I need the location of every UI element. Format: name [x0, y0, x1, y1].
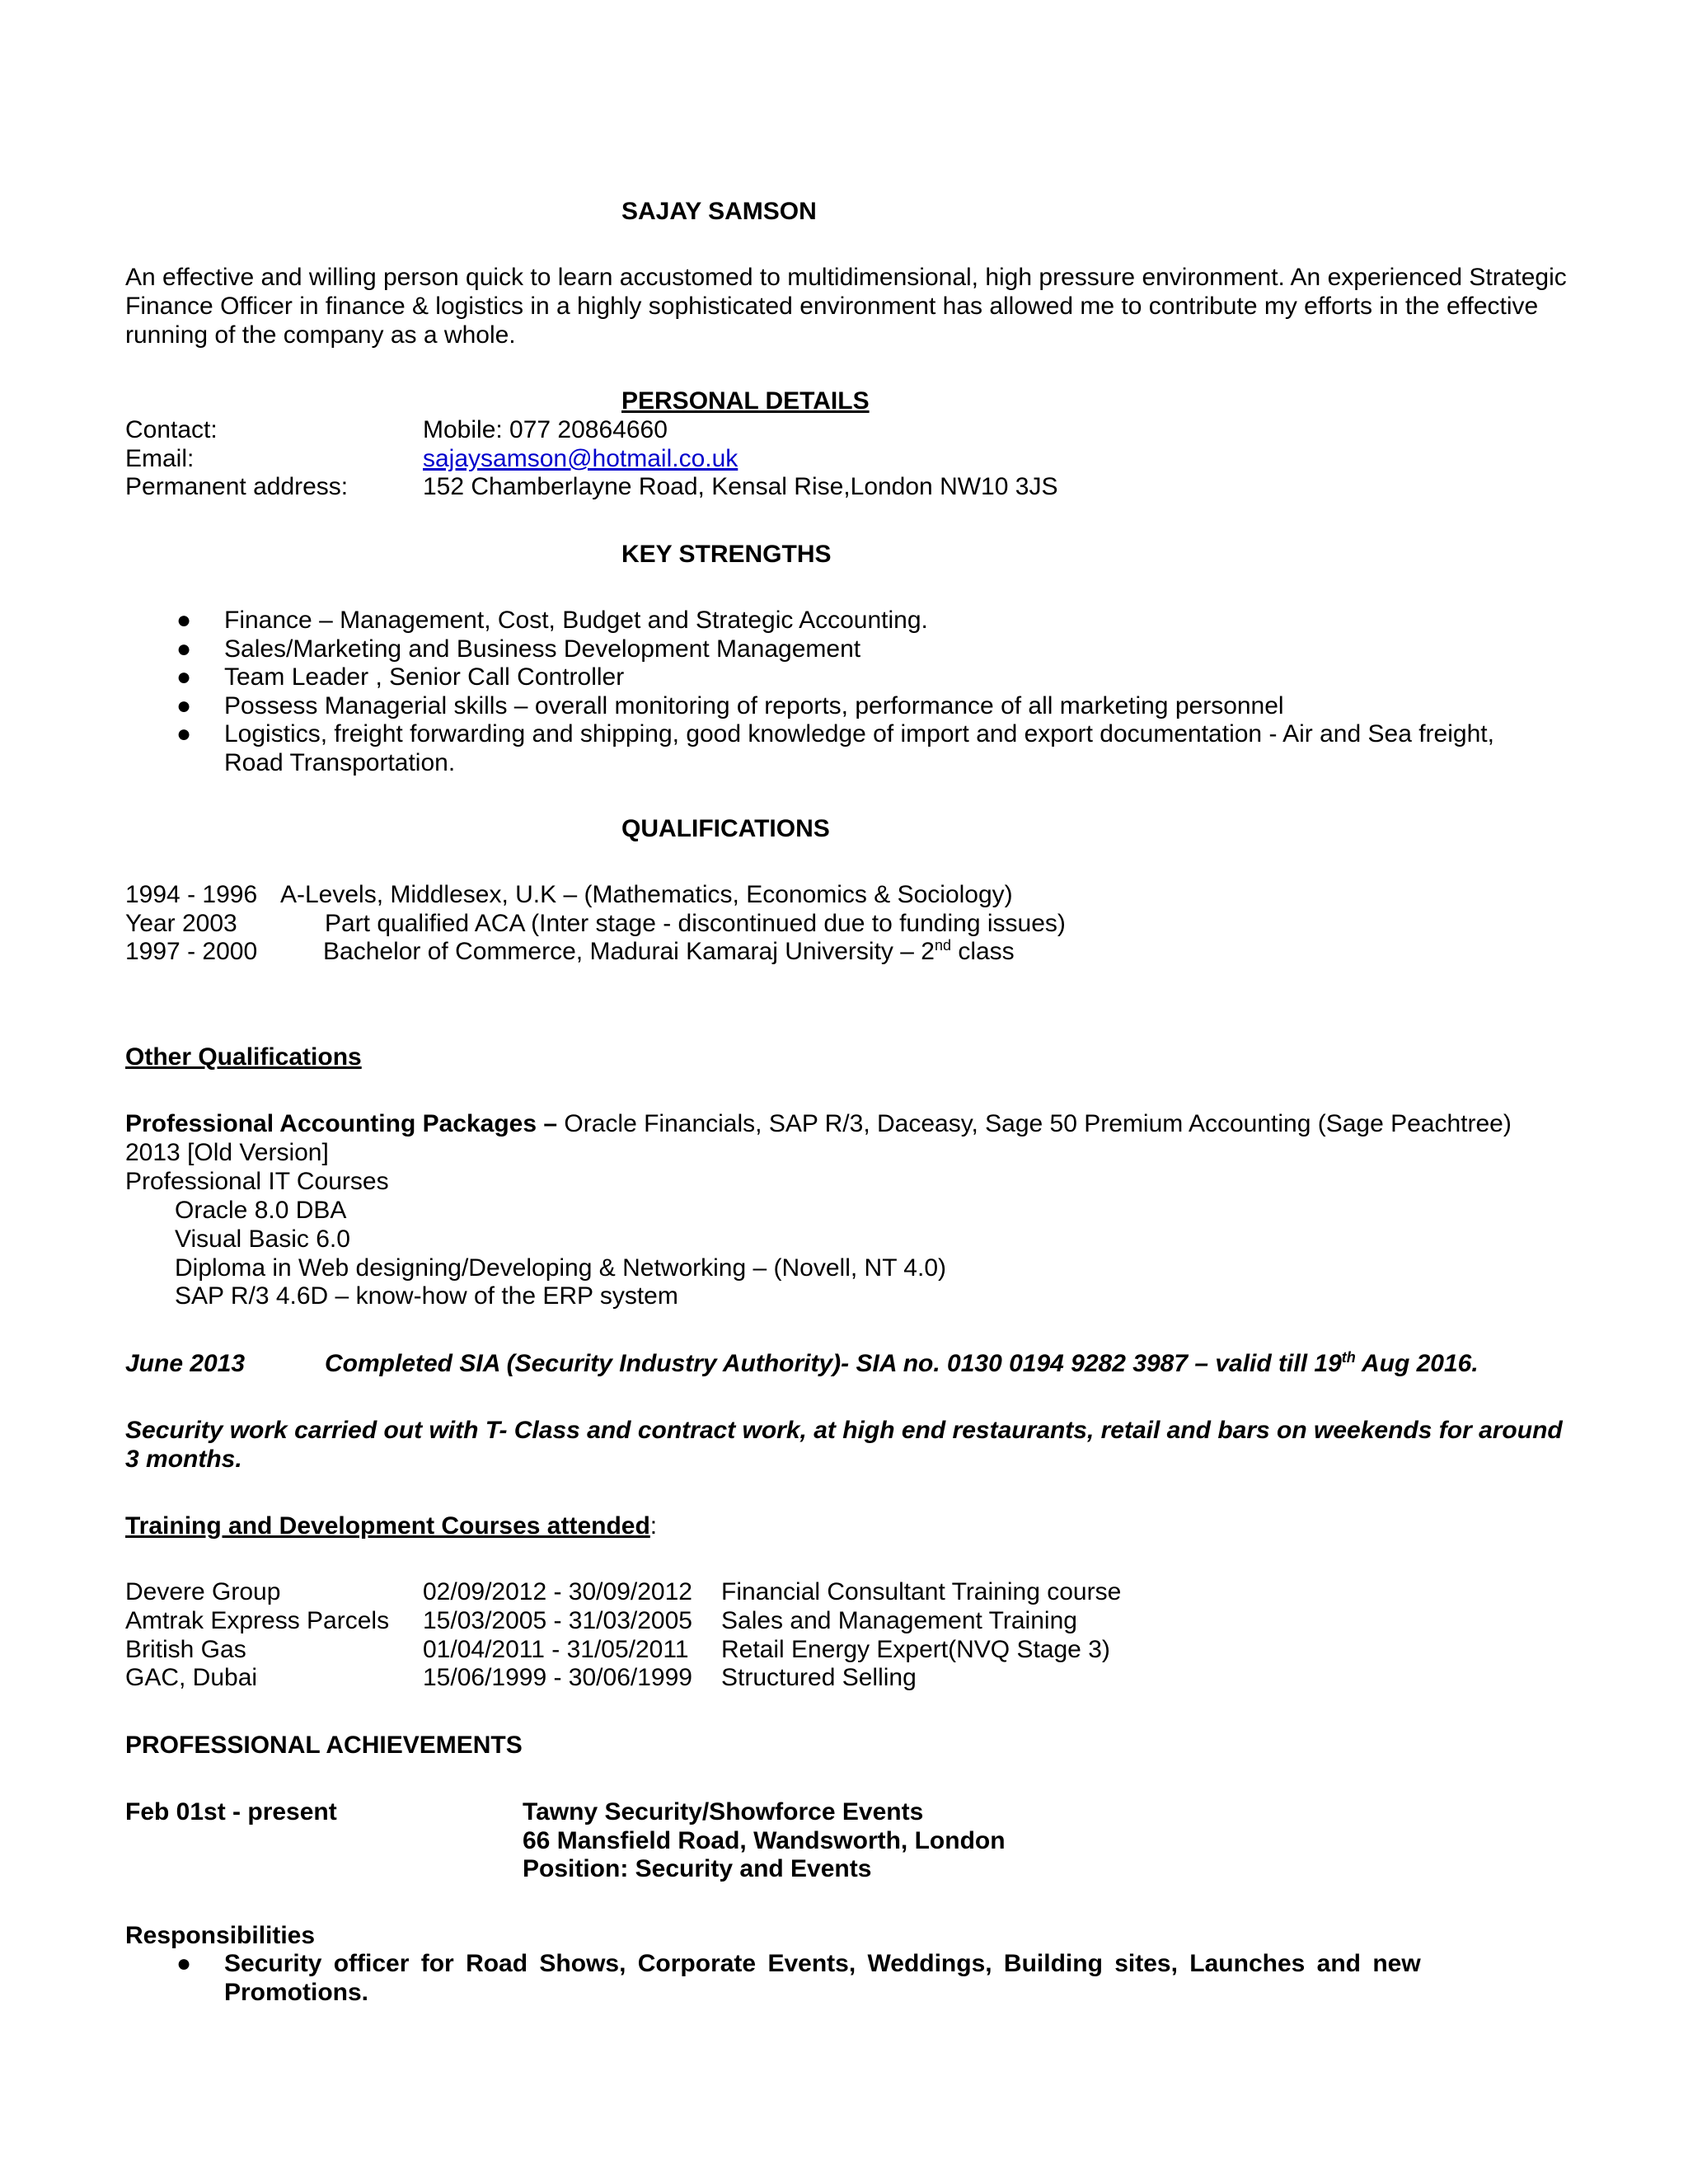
training-org: GAC, Dubai [125, 1664, 258, 1691]
training-dates: 01/04/2011 - 31/05/2011 [423, 1636, 689, 1663]
bullet-icon: ● [176, 692, 192, 719]
training-course: Sales and Management Training [721, 1607, 1077, 1634]
achievements-heading: PROFESSIONAL ACHIEVEMENTS [125, 1732, 523, 1759]
bullet-icon: ● [176, 720, 192, 748]
it-courses-heading: Professional IT Courses [125, 1168, 389, 1195]
training-dates: 15/06/1999 - 30/06/1999 [423, 1664, 692, 1691]
training-org: Devere Group [125, 1578, 281, 1605]
training-heading-line: Training and Development Courses attended: [125, 1512, 658, 1540]
qualifications-heading: QUALIFICATIONS [621, 815, 830, 842]
email-link[interactable]: sajaysamson@hotmail.co.uk [423, 445, 738, 472]
address-value: 152 Chamberlayne Road, Kensal Rise,London NW10 3JS [423, 473, 1058, 500]
list-item: Oracle 8.0 DBA [175, 1197, 347, 1224]
address-label: Permanent address: [125, 473, 349, 500]
list-item: Visual Basic 6.0 [175, 1226, 350, 1253]
contact-value: Mobile: 077 20864660 [423, 416, 668, 443]
sia-text: Completed SIA (Security Industry Authority)- SIA no. 0130 0194 9282 3987 – valid till 19th Aug 2016. [325, 1349, 1479, 1377]
bullet-icon: ● [176, 607, 192, 634]
list-item: SAP R/3 4.6D – know-how of the ERP system [175, 1282, 678, 1310]
training-dates: 02/09/2012 - 30/09/2012 [423, 1578, 692, 1605]
sia-date: June 2013 [125, 1350, 246, 1377]
job-address: 66 Mansfield Road, Wandsworth, London [523, 1827, 1006, 1854]
qualification-text: Part qualified ACA (Inter stage - discontinued due to funding issues) [325, 910, 1066, 937]
accounting-packages-line: Professional Accounting Packages – Oracle Financials, SAP R/3, Daceasy, Sage 50 Premium Accounting (Sage Peachtree) [125, 1110, 1512, 1137]
training-org: British Gas [125, 1636, 246, 1663]
list-item: Diploma in Web designing/Developing & Networking – (Novell, NT 4.0) [175, 1254, 947, 1282]
bullet-icon: ● [176, 635, 192, 663]
training-dates: 15/03/2005 - 31/03/2005 [423, 1607, 692, 1634]
summary-paragraph: An effective and willing person quick to learn accustomed to multidimensional, high pressure environment. An experienced Strategic Finance Officer in finance & logistics in a highly sophisticated environment has allowed me to contribute my efforts in the effective running of the company as a whole. [125, 264, 1567, 349]
qualification-text: A-Levels, Middlesex, U.K – (Mathematics, Economics & Sociology) [280, 881, 1013, 908]
training-course: Financial Consultant Training course [721, 1578, 1122, 1605]
training-course: Retail Energy Expert(NVQ Stage 3) [721, 1636, 1110, 1663]
personal-details-heading: PERSONAL DETAILS [621, 387, 870, 415]
training-org: Amtrak Express Parcels [125, 1607, 390, 1634]
qualification-years: Year 2003 [125, 910, 237, 937]
resume-name: SAJAY SAMSON [621, 198, 817, 225]
training-heading: Training and Development Courses attended [125, 1512, 650, 1540]
qualification-years: 1997 - 2000 [125, 938, 258, 965]
contact-label: Contact: [125, 416, 218, 443]
bullet-icon: ● [176, 1950, 192, 1977]
accounting-packages-cont: 2013 [Old Version] [125, 1139, 329, 1166]
job-employer: Tawny Security/Showforce Events [523, 1798, 924, 1825]
qualification-years: 1994 - 1996 [125, 881, 258, 908]
qualification-text: Bachelor of Commerce, Madurai Kamaraj University – 2nd class [323, 937, 1015, 965]
other-qualifications-heading: Other Qualifications [125, 1043, 362, 1071]
job-position: Position: Security and Events [523, 1855, 872, 1882]
email-label: Email: [125, 445, 195, 472]
responsibilities-heading: Responsibilities [125, 1922, 316, 1949]
bullet-icon: ● [176, 663, 192, 691]
security-work-note: Security work carried out with T- Class and contract work, at high end restaurants, retail and bars on weekends for around 3 months. [125, 1417, 1563, 1473]
job-date: Feb 01st - present [125, 1798, 337, 1825]
key-strengths-heading: KEY STRENGTHS [621, 541, 832, 568]
training-course: Structured Selling [721, 1664, 917, 1691]
